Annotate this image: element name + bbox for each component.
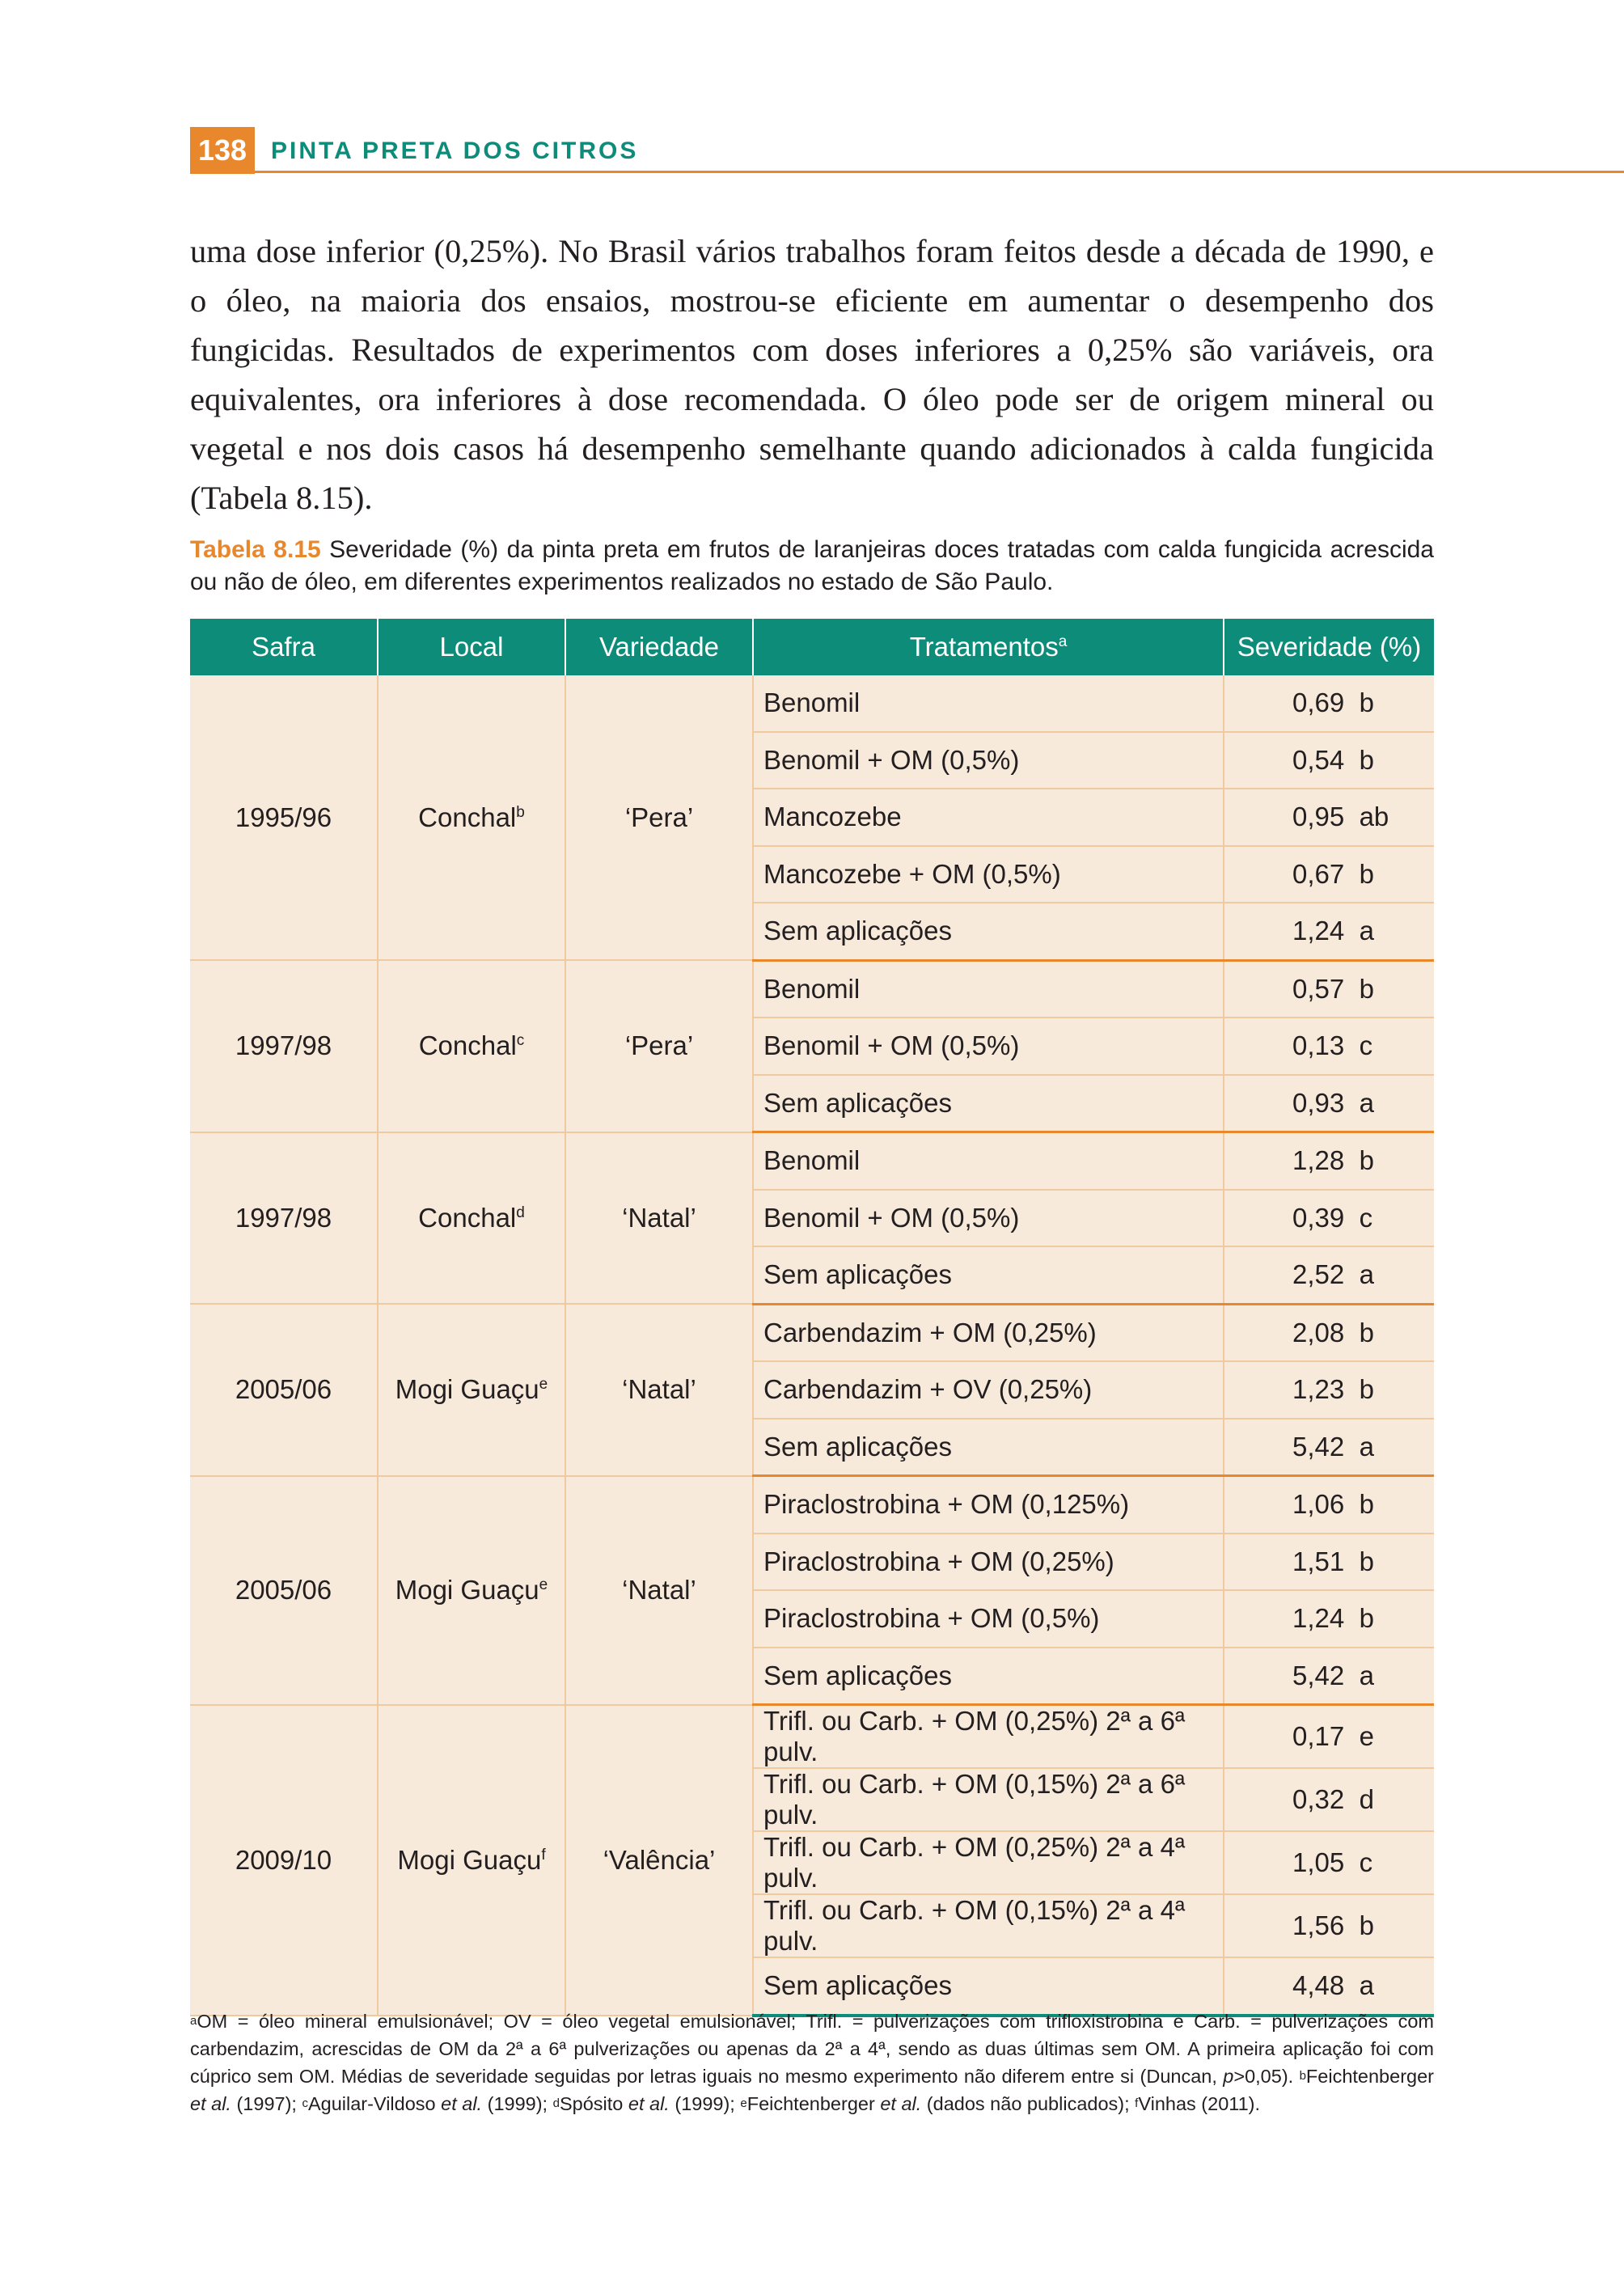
cell-treatment: Trifl. ou Carb. + OM (0,25%) 2ª a 6ª pulv. — [753, 1705, 1224, 1769]
severity-value: 1,24 — [1292, 1603, 1345, 1634]
severity-value: 1,28 — [1292, 1145, 1345, 1176]
header-local: Local — [378, 619, 565, 675]
footnote-text-4: (1997); — [230, 2093, 302, 2114]
cell-treatment: Benomil + OM (0,5%) — [753, 1017, 1224, 1075]
severity-letter: c — [1359, 1847, 1373, 1877]
cell-treatment: Trifl. ou Carb. + OM (0,25%) 2ª a 4ª pulv. — [753, 1831, 1224, 1894]
cell-severity — [1224, 1768, 1434, 1831]
severity-value: 5,42 — [1292, 1660, 1345, 1690]
header-severidade: Severidade (%) — [1224, 619, 1434, 675]
severity-letter: b — [1359, 858, 1374, 889]
cell-local-sup: b — [516, 803, 525, 821]
header-tratamentos-sup: a — [1058, 633, 1068, 650]
severity-value: 1,06 — [1292, 1489, 1345, 1520]
footnote-text-9: Feichtenberger — [746, 2093, 881, 2114]
severity-letter: b — [1359, 1374, 1374, 1405]
footnote-sup-f: f — [1135, 2096, 1139, 2110]
footnote-sup-e: e — [740, 2096, 747, 2110]
cell-variedade — [565, 1132, 753, 1305]
cell-treatment: Piraclostrobina + OM (0,5%) — [753, 1590, 1224, 1648]
header-variedade: Variedade — [565, 619, 753, 675]
cell-severity — [1224, 960, 1434, 1017]
cell-severity — [1224, 1894, 1434, 1957]
cell-safra — [190, 675, 378, 960]
footnote-text-6: (1999); — [482, 2093, 553, 2114]
cell-variedade — [565, 675, 753, 960]
cell-severity — [1224, 1190, 1434, 1247]
severity-value: 1,56 — [1292, 1910, 1345, 1940]
footnote-sup-a: a — [190, 2014, 197, 2028]
page-header — [190, 127, 1624, 174]
severity-value: 0,57 — [1292, 973, 1345, 1004]
cell-treatment: Piraclostrobina + OM (0,125%) — [753, 1476, 1224, 1534]
cell-treatment: Mancozebe + OM (0,5%) — [753, 846, 1224, 903]
body-paragraph: uma dose inferior (0,25%). No Brasil vários trabalhos foram feitos desde a década de 1990, e o óleo, na maioria dos ensaios, mostrou-se eficiente em aumentar o desempenho dos fungicidas. Resultados de experimentos com doses inferiores a 0,25% são variáveis, ora equivalentes, ora inferiores à dose recomendada. O óleo pode ser de origem mineral ou vegetal e nos dois casos há desempenho semelhante quando adicionados à calda fungicida (Tabela 8.15). — [190, 233, 1434, 516]
severity-letter: b — [1359, 973, 1374, 1004]
cell-treatment: Sem aplicações — [753, 1246, 1224, 1304]
table-row — [190, 1132, 1434, 1190]
cell-safra — [190, 1304, 378, 1476]
cell-severity — [1224, 1476, 1434, 1534]
cell-severity — [1224, 1648, 1434, 1705]
cell-variedade-text: ‘Pera’ — [624, 1030, 694, 1061]
cell-variedade-text: ‘Pera’ — [624, 802, 694, 832]
footnote-text-8: (1999); — [669, 2093, 741, 2114]
cell-safra-text: 2009/10 — [235, 1844, 332, 1875]
severity-letter: b — [1359, 1546, 1374, 1576]
cell-local-text: Conchal — [418, 802, 517, 832]
cell-variedade-text: ‘Valência’ — [603, 1844, 716, 1875]
footnote-sup-d: d — [552, 2096, 560, 2110]
footnote-text-7: Spósito — [559, 2093, 628, 2114]
severity-value: 0,93 — [1292, 1087, 1345, 1118]
severity-letter: a — [1359, 1431, 1374, 1462]
severity-letter: a — [1359, 1970, 1374, 2001]
cell-severity — [1224, 1590, 1434, 1648]
severity-value: 1,24 — [1292, 916, 1345, 946]
footnote-etal-4: et al. — [880, 2093, 922, 2114]
table-caption — [190, 534, 1434, 599]
cell-treatment: Benomil — [753, 675, 1224, 732]
cell-safra — [190, 960, 378, 1132]
table-header-row — [190, 619, 1434, 675]
cell-safra-text: 1995/96 — [235, 802, 332, 832]
severity-letter: e — [1359, 1721, 1374, 1751]
footnote-sup-c: c — [302, 2096, 308, 2110]
severity-value: 0,13 — [1292, 1030, 1345, 1061]
table-caption-text: Severidade (%) da pinta preta em frutos de laranjeiras doces tratadas com calda fungicida acrescida ou não de óleo, em diferentes experimentos realizados no estado de São Paulo. — [190, 536, 1434, 595]
severity-letter: ab — [1359, 802, 1389, 832]
severity-value: 1,05 — [1292, 1847, 1345, 1877]
severity-letter: b — [1359, 1317, 1374, 1347]
cell-local-text: Mogi Guaçu — [397, 1844, 542, 1875]
severity-value: 0,95 — [1292, 802, 1345, 832]
cell-treatment: Sem aplicações — [753, 1075, 1224, 1132]
cell-treatment: Sem aplicações — [753, 1957, 1224, 2016]
severity-value: 0,54 — [1292, 744, 1345, 775]
cell-treatment: Sem aplicações — [753, 1419, 1224, 1476]
cell-severity — [1224, 732, 1434, 789]
severity-letter: a — [1359, 916, 1374, 946]
severity-value: 1,51 — [1292, 1546, 1345, 1576]
severity-letter: d — [1359, 1784, 1374, 1814]
table-footnote — [190, 2007, 1434, 2117]
severity-letter: c — [1359, 1202, 1373, 1233]
cell-treatment: Benomil — [753, 960, 1224, 1017]
cell-variedade — [565, 1304, 753, 1476]
footnote-text-3: Feichtenberger — [1305, 2066, 1434, 2087]
cell-treatment: Benomil + OM (0,5%) — [753, 1190, 1224, 1247]
header-tratamentos — [753, 619, 1224, 675]
cell-local-sup: f — [541, 1846, 546, 1864]
cell-severity — [1224, 1534, 1434, 1591]
page-number: 138 — [190, 127, 255, 174]
severity-value: 0,69 — [1292, 687, 1345, 718]
cell-treatment: Sem aplicações — [753, 903, 1224, 960]
severity-letter: a — [1359, 1660, 1374, 1690]
table-row — [190, 960, 1434, 1017]
footnote-text-1: OM = óleo mineral emulsionável; OV = óleo vegetal emulsionável; Trifl. = pulverizações com trifloxistrobina e Carb. = pulverizações com carbendazim, acrescidas de OM da 2ª a 6ª pulverizações ou apenas da 2ª a 4ª, sendo as duas últimas sem OM. A primeira aplicação foi com cúprico sem OM. Médias de severidade seguidas por letras iguais no mesmo experimento não diferem entre si (Duncan, — [190, 2011, 1434, 2087]
cell-local-text: Mogi Guaçu — [395, 1575, 539, 1605]
cell-local-sup: d — [516, 1204, 525, 1221]
cell-local — [378, 675, 565, 960]
cell-safra-text: 2005/06 — [235, 1374, 332, 1405]
cell-safra-text: 2005/06 — [235, 1575, 332, 1605]
cell-local — [378, 1705, 565, 2016]
cell-treatment: Carbendazim + OM (0,25%) — [753, 1304, 1224, 1361]
cell-severity — [1224, 1361, 1434, 1419]
cell-severity — [1224, 789, 1434, 846]
header-rule — [190, 171, 1624, 173]
cell-treatment: Carbendazim + OV (0,25%) — [753, 1361, 1224, 1419]
cell-treatment: Trifl. ou Carb. + OM (0,15%) 2ª a 4ª pulv. — [753, 1894, 1224, 1957]
table-caption-label: Tabela 8.15 — [190, 536, 321, 563]
severity-value: 2,52 — [1292, 1259, 1345, 1290]
cell-severity — [1224, 1246, 1434, 1304]
severity-value: 5,42 — [1292, 1431, 1345, 1462]
cell-local-text: Mogi Guaçu — [395, 1374, 539, 1405]
table-body — [190, 675, 1434, 2016]
severity-letter: b — [1359, 1603, 1374, 1634]
cell-local-text: Conchal — [418, 1202, 517, 1233]
footnote-etal-1: et al. — [190, 2093, 231, 2114]
header-safra: Safra — [190, 619, 378, 675]
cell-treatment: Benomil + OM (0,5%) — [753, 732, 1224, 789]
cell-local — [378, 1476, 565, 1705]
cell-treatment: Sem aplicações — [753, 1648, 1224, 1705]
cell-variedade — [565, 1705, 753, 2016]
severity-value: 0,39 — [1292, 1202, 1345, 1233]
cell-safra — [190, 1132, 378, 1305]
severity-letter: a — [1359, 1259, 1374, 1290]
table-row — [190, 1476, 1434, 1534]
severity-letter: b — [1359, 687, 1374, 718]
severity-letter: b — [1359, 744, 1374, 775]
cell-severity — [1224, 675, 1434, 732]
severity-value: 2,08 — [1292, 1317, 1345, 1347]
cell-treatment: Benomil — [753, 1132, 1224, 1190]
table-row — [190, 675, 1434, 732]
cell-variedade-text: ‘Natal’ — [622, 1202, 696, 1233]
cell-variedade — [565, 1476, 753, 1705]
footnote-text-2: >0,05). — [1233, 2066, 1300, 2087]
cell-severity — [1224, 1132, 1434, 1190]
cell-local-text: Conchal — [418, 1030, 517, 1061]
cell-variedade-text: ‘Natal’ — [622, 1575, 696, 1605]
cell-safra — [190, 1705, 378, 2016]
cell-safra-text: 1997/98 — [235, 1202, 332, 1233]
table-row — [190, 1705, 1434, 1769]
cell-severity — [1224, 903, 1434, 960]
cell-local-sup: e — [539, 1376, 548, 1394]
severity-value: 0,32 — [1292, 1784, 1345, 1814]
cell-severity — [1224, 846, 1434, 903]
footnote-p: p — [1223, 2066, 1234, 2087]
cell-severity — [1224, 1075, 1434, 1132]
severity-value: 1,23 — [1292, 1374, 1345, 1405]
cell-severity — [1224, 1419, 1434, 1476]
severity-letter: b — [1359, 1489, 1374, 1520]
cell-severity — [1224, 1957, 1434, 2016]
severity-letter: a — [1359, 1087, 1374, 1118]
cell-severity — [1224, 1017, 1434, 1075]
severity-table — [190, 619, 1434, 2017]
footnote-etal-3: et al. — [628, 2093, 670, 2114]
header-tratamentos-label: Tratamentos — [909, 632, 1059, 662]
cell-severity — [1224, 1705, 1434, 1769]
severity-letter: b — [1359, 1910, 1374, 1940]
cell-treatment: Trifl. ou Carb. + OM (0,15%) 2ª a 6ª pulv. — [753, 1768, 1224, 1831]
running-title: PINTA PRETA DOS CITROS — [271, 137, 639, 164]
severity-letter: c — [1359, 1030, 1373, 1061]
cell-local-sup: e — [539, 1576, 548, 1593]
footnote-etal-2: et al. — [441, 2093, 483, 2114]
footnote-text-5: Aguilar-Vildoso — [307, 2093, 442, 2114]
footnote-text-11: Vinhas (2011). — [1138, 2093, 1261, 2114]
cell-variedade-text: ‘Natal’ — [622, 1374, 696, 1405]
severity-value: 0,17 — [1292, 1721, 1345, 1751]
footnote-text-10: (dados não publicados); — [921, 2093, 1136, 2114]
cell-severity — [1224, 1831, 1434, 1894]
cell-treatment: Piraclostrobina + OM (0,25%) — [753, 1534, 1224, 1591]
footnote-sup-b: b — [1299, 2069, 1306, 2083]
cell-local — [378, 1132, 565, 1305]
cell-local — [378, 1304, 565, 1476]
cell-severity — [1224, 1304, 1434, 1361]
severity-value: 0,67 — [1292, 858, 1345, 889]
cell-variedade — [565, 960, 753, 1132]
cell-safra-text: 1997/98 — [235, 1030, 332, 1061]
severity-value: 4,48 — [1292, 1970, 1345, 2001]
cell-treatment: Mancozebe — [753, 789, 1224, 846]
cell-safra — [190, 1476, 378, 1705]
cell-local — [378, 960, 565, 1132]
table-row — [190, 1304, 1434, 1361]
cell-local-sup: c — [516, 1032, 525, 1050]
severity-letter: b — [1359, 1145, 1374, 1176]
